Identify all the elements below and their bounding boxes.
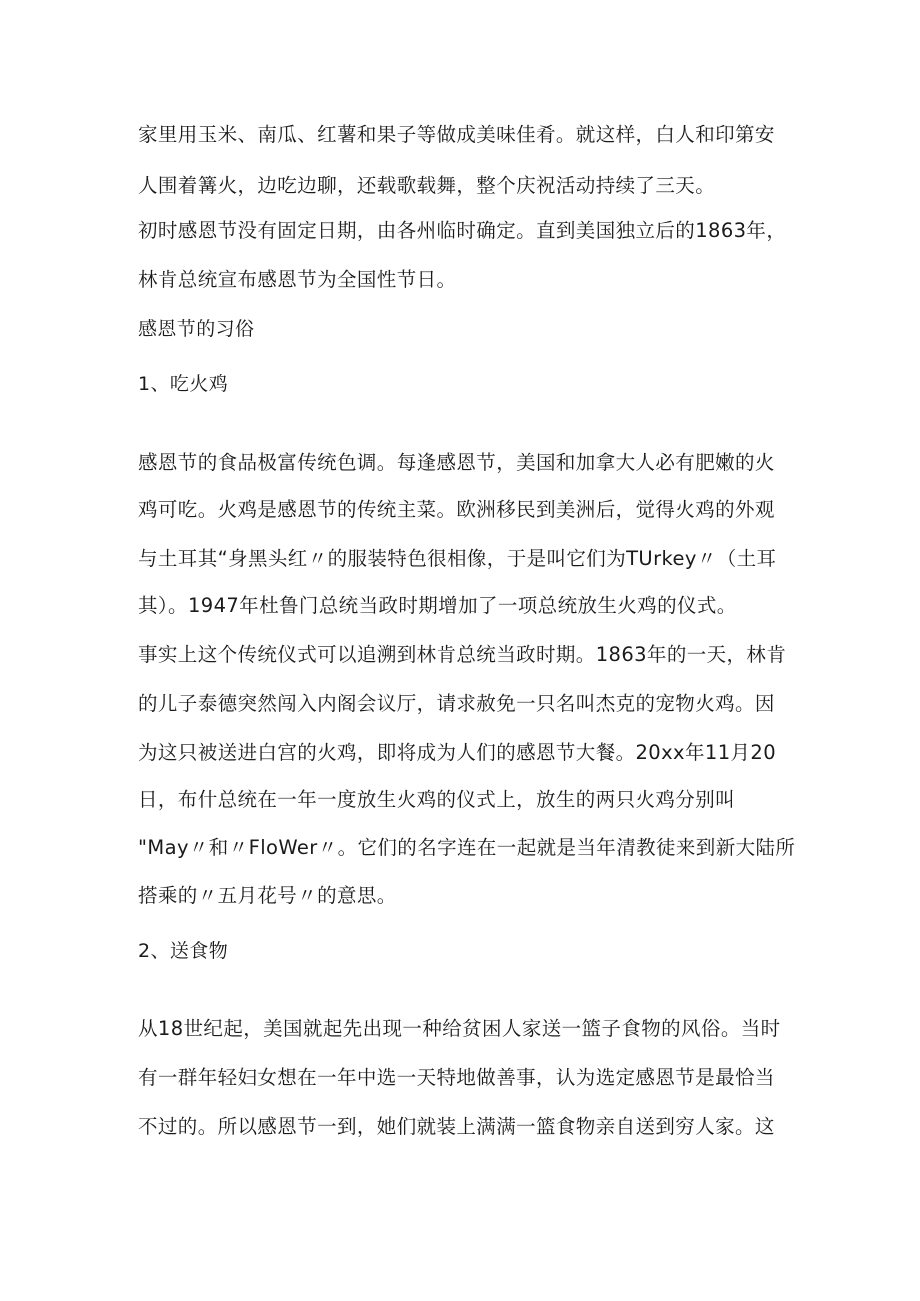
paragraph-line: 人围着篝火，边吃边聊，还载歌载舞，整个庆祝活动持续了三天。	[138, 174, 716, 197]
paragraph-line: 事实上这个传统仪式可以追溯到林肯总统当政时期。1863年的一天，林肯	[138, 643, 787, 666]
paragraph-line: 家里用玉米、南瓜、红薯和果子等做成美味佳肴。就这样，白人和印第安	[138, 123, 775, 146]
subsection-heading: 1、吃火鸡	[138, 373, 229, 395]
paragraph-line: 感恩节的食品极富传统色调。每逢感恩节，美国和加拿大人必有肥嫩的火	[138, 451, 775, 474]
paragraph-line: 与土耳其“身黑头红〃的服装特色很相像，于是叫它们为TUrkey〃（土耳	[138, 547, 777, 570]
paragraph-line: 的儿子泰德突然闯入内阁会议厅，请求赦免一只名叫杰克的宠物火鸡。因	[138, 692, 775, 715]
paragraph-line: 日，布什总统在一年一度放生火鸡的仪式上，放生的两只火鸡分别叫	[138, 788, 736, 811]
paragraph-line: 林肯总统宣布感恩节为全国性节日。	[138, 268, 457, 291]
paragraph-line: 鸡可吃。火鸡是感恩节的传统主菜。欧洲移民到美洲后，觉得火鸡的外观	[138, 498, 775, 521]
paragraph-line: 从18世纪起，美国就起先出现一种给贫困人家送一篮子食物的风俗。当时	[138, 1017, 781, 1040]
paragraph-line: 为这只被送进白宫的火鸡，即将成为人们的感恩节大餐。20xx年11月20	[138, 741, 777, 764]
section-heading: 感恩节的习俗	[138, 318, 255, 340]
paragraph-line: 搭乘的〃五月花号〃的意思。	[138, 884, 397, 907]
paragraph-line: 其）。1947年杜鲁门总统当政时期增加了一项总统放生火鸡的仪式。	[138, 594, 737, 617]
paragraph-line: 有一群年轻妇女想在一年中选一天特地做善事，认为选定感恩节是最恰当	[138, 1066, 775, 1089]
paragraph-line: 不过的。所以感恩节一到，她们就装上满满一篮食物亲自送到穷人家。这	[138, 1115, 775, 1138]
subsection-heading: 2、送食物	[138, 940, 229, 962]
paragraph-line: 初时感恩节没有固定日期，由各州临时确定。直到美国独立后的1863年，	[138, 219, 787, 242]
paragraph-line: "May〃和〃FloWer〃。它们的名字连在一起就是当年清教徒来到新大陆所	[138, 836, 796, 859]
